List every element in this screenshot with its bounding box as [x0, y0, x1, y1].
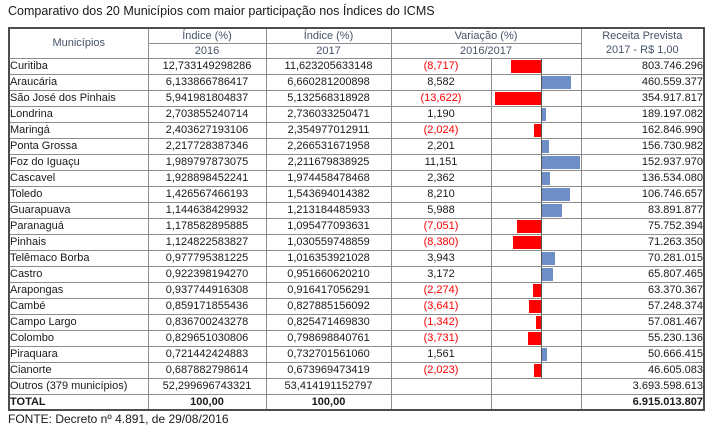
cell-variacao: 11,151 — [391, 154, 491, 170]
cell-municipio: Cianorte — [9, 362, 148, 378]
table-row — [9, 378, 704, 394]
variation-bar — [542, 172, 550, 185]
cell-variacao: (2,023) — [391, 362, 491, 378]
header-year-2017: 2017 — [266, 43, 391, 58]
header-receita-line2: 2017 - R$ 1,00 — [605, 44, 679, 57]
cell-indice-2016: 12,733149298286 — [148, 58, 266, 74]
variation-bar — [542, 140, 549, 153]
variation-bar-cell — [491, 202, 581, 218]
variation-bar — [495, 92, 541, 105]
cell-indice-2017: 6,660281200898 — [266, 74, 391, 90]
table-row — [9, 330, 704, 346]
table-row — [9, 218, 704, 234]
cell-indice-2016: 5,941981804837 — [148, 90, 266, 106]
cell-municipio: Foz do Iguaçu — [9, 154, 148, 170]
cell-indice-2017: 0,827885156092 — [266, 298, 391, 314]
header-year-2016: 2016 — [148, 43, 266, 58]
cell-municipio: Araucária — [9, 74, 148, 90]
variation-bar-cell — [491, 74, 581, 90]
table-row — [9, 90, 704, 106]
header-variacao-years: 2016/2017 — [391, 43, 581, 58]
table-row — [9, 250, 704, 266]
cell-indice-2017: 2,736033250471 — [266, 106, 391, 122]
header-indice-2016: Índice (%) — [148, 28, 266, 43]
cell-indice-2016: 1,144638429932 — [148, 202, 266, 218]
cell-indice-2016: 0,836700243278 — [148, 314, 266, 330]
cell-indice-2017: 1,974458478468 — [266, 170, 391, 186]
bar-axis — [541, 218, 542, 234]
table-row — [9, 314, 704, 330]
variation-bar-cell — [491, 90, 581, 106]
cell-indice-2017: 1,543694014382 — [266, 186, 391, 202]
variation-bar — [534, 124, 541, 137]
variation-bar-cell — [491, 250, 581, 266]
cell-variacao: (8,380) — [391, 234, 491, 250]
cell-indice-2017: 2,266531671958 — [266, 138, 391, 154]
cell-indice-2017: 0,825471469830 — [266, 314, 391, 330]
cell-municipio: São José dos Pinhais — [9, 90, 148, 106]
table-row — [9, 154, 704, 170]
variation-bar-cell — [491, 218, 581, 234]
table-row — [9, 74, 704, 90]
table-row — [9, 122, 704, 138]
cell-indice-2016: 1,178582895885 — [148, 218, 266, 234]
cell-receita: 65.807.465 — [581, 266, 704, 282]
cell-municipio: Maringá — [9, 122, 148, 138]
variation-bar-cell — [491, 170, 581, 186]
cell-indice-2016: 2,703855240714 — [148, 106, 266, 122]
cell-variacao: (3,731) — [391, 330, 491, 346]
cell-receita: 57.248.374 — [581, 298, 704, 314]
variation-bar — [517, 220, 541, 233]
table-row — [9, 186, 704, 202]
variation-bar — [529, 300, 541, 313]
cell-receita: 156.730.982 — [581, 138, 704, 154]
cell-municipio: Castro — [9, 266, 148, 282]
table-row — [9, 170, 704, 186]
variation-bar-cell — [491, 378, 581, 394]
cell-receita: 57.081.467 — [581, 314, 704, 330]
cell-indice-2017: 53,414191152797 — [266, 378, 391, 394]
cell-indice-2016: 0,721442424883 — [148, 346, 266, 362]
variation-bar — [528, 332, 541, 345]
cell-municipio: Paranaguá — [9, 218, 148, 234]
table-row — [9, 234, 704, 250]
cell-municipio: Cascavel — [9, 170, 148, 186]
cell-variacao: 1,561 — [391, 346, 491, 362]
variation-bar-cell — [491, 298, 581, 314]
cell-variacao: 3,172 — [391, 266, 491, 282]
cell-indice-2017: 0,951660620210 — [266, 266, 391, 282]
bar-axis — [541, 314, 542, 330]
cell-indice-2016: 1,124822583827 — [148, 234, 266, 250]
cell-indice-2016: 6,133866786417 — [148, 74, 266, 90]
header-row-1 — [9, 28, 704, 43]
cell-indice-2016: 0,859171855436 — [148, 298, 266, 314]
variation-bar — [542, 156, 580, 169]
cell-variacao: 2,362 — [391, 170, 491, 186]
cell-receita: 189.197.082 — [581, 106, 704, 122]
cell-receita: 162.846.990 — [581, 122, 704, 138]
cell-municipio: Campo Largo — [9, 314, 148, 330]
table-row — [9, 282, 704, 298]
cell-indice-2017: 0,732701561060 — [266, 346, 391, 362]
cell-receita: 70.281.015 — [581, 250, 704, 266]
total-row — [9, 394, 704, 410]
variation-bar — [542, 252, 555, 265]
cell-municipio: Londrina — [9, 106, 148, 122]
variation-bar — [542, 348, 547, 361]
bar-axis — [541, 90, 542, 106]
cell-indice-2017: 0,673969473419 — [266, 362, 391, 378]
table-row — [9, 298, 704, 314]
cell-indice-2017: 11,623205633148 — [266, 58, 391, 74]
cell-indice-2017: 1,095477093631 — [266, 218, 391, 234]
bar-axis — [541, 122, 542, 138]
cell-receita: 83.891.877 — [581, 202, 704, 218]
cell-variacao — [391, 394, 491, 410]
cell-variacao: (7,051) — [391, 218, 491, 234]
cell-variacao — [391, 378, 491, 394]
cell-indice-2016: 0,829651030806 — [148, 330, 266, 346]
header-receita — [581, 28, 704, 58]
cell-receita: 3.693.598.613 — [581, 378, 704, 394]
cell-indice-2017: 1,030559748859 — [266, 234, 391, 250]
cell-receita: 71.263.350 — [581, 234, 704, 250]
variation-bar-cell — [491, 186, 581, 202]
cell-municipio: Toledo — [9, 186, 148, 202]
cell-variacao: 2,201 — [391, 138, 491, 154]
cell-indice-2016: 0,937744916308 — [148, 282, 266, 298]
table-row — [9, 362, 704, 378]
cell-variacao: (13,622) — [391, 90, 491, 106]
bar-axis — [541, 58, 542, 74]
cell-indice-2016: 100,00 — [148, 394, 266, 410]
cell-indice-2017: 0,916417056291 — [266, 282, 391, 298]
variation-bar — [533, 284, 541, 297]
variation-bar-cell — [491, 106, 581, 122]
cell-variacao: 5,988 — [391, 202, 491, 218]
cell-municipio: Outros (379 municípios) — [9, 378, 148, 394]
cell-variacao: (1,342) — [391, 314, 491, 330]
variation-bar — [542, 188, 570, 201]
table-row — [9, 58, 704, 74]
variation-bar — [542, 268, 553, 281]
cell-indice-2016: 1,989797873075 — [148, 154, 266, 170]
variation-bar-cell — [491, 58, 581, 74]
icms-comparison-table — [8, 27, 705, 411]
cell-receita: 460.559.377 — [581, 74, 704, 90]
cell-municipio: Pinhais — [9, 234, 148, 250]
cell-variacao: 3,943 — [391, 250, 491, 266]
cell-receita: 63.370.367 — [581, 282, 704, 298]
table-row — [9, 138, 704, 154]
cell-indice-2016: 2,403627193106 — [148, 122, 266, 138]
cell-indice-2017: 1,016353921028 — [266, 250, 391, 266]
cell-indice-2017: 2,354977012911 — [266, 122, 391, 138]
cell-indice-2016: 52,299696743321 — [148, 378, 266, 394]
cell-municipio: Cambé — [9, 298, 148, 314]
header-indice-2017: Índice (%) — [266, 28, 391, 43]
table-row — [9, 346, 704, 362]
bar-axis — [541, 362, 542, 378]
variation-bar — [542, 204, 562, 217]
cell-indice-2016: 2,217728387346 — [148, 138, 266, 154]
cell-indice-2017: 2,211679838925 — [266, 154, 391, 170]
variation-bar — [542, 108, 546, 121]
variation-bar-cell — [491, 394, 581, 410]
variation-bar-cell — [491, 234, 581, 250]
cell-receita: 46.605.083 — [581, 362, 704, 378]
cell-receita: 50.666.415 — [581, 346, 704, 362]
variation-bar-cell — [491, 330, 581, 346]
table-row — [9, 106, 704, 122]
cell-municipio: Piraquara — [9, 346, 148, 362]
cell-municipio: Arapongas — [9, 282, 148, 298]
cell-receita: 106.746.657 — [581, 186, 704, 202]
variation-bar — [536, 316, 541, 329]
variation-bar-cell — [491, 346, 581, 362]
variation-bar — [534, 364, 541, 377]
cell-municipio: Telêmaco Borba — [9, 250, 148, 266]
source-note: FONTE: Decreto nº 4.891, de 29/08/2016 — [8, 412, 229, 426]
cell-variacao: (3,641) — [391, 298, 491, 314]
cell-receita: 152.937.970 — [581, 154, 704, 170]
bar-axis — [541, 234, 542, 250]
table-body — [9, 58, 704, 410]
table-header — [9, 28, 704, 58]
header-municipios: Municípios — [9, 28, 148, 58]
cell-municipio: TOTAL — [9, 394, 148, 410]
variation-bar-cell — [491, 266, 581, 282]
variation-bar-cell — [491, 282, 581, 298]
variation-bar — [511, 60, 541, 73]
cell-indice-2016: 0,687882798614 — [148, 362, 266, 378]
cell-municipio: Guarapuava — [9, 202, 148, 218]
cell-indice-2017: 100,00 — [266, 394, 391, 410]
cell-receita: 75.752.394 — [581, 218, 704, 234]
cell-indice-2017: 1,213184485933 — [266, 202, 391, 218]
bar-axis — [541, 330, 542, 346]
header-receita-line1: Receita Prevista — [602, 30, 683, 43]
cell-variacao: 8,210 — [391, 186, 491, 202]
variation-bar-cell — [491, 154, 581, 170]
cell-indice-2016: 0,922398194270 — [148, 266, 266, 282]
variation-bar — [542, 76, 571, 89]
variation-bar — [513, 236, 541, 249]
cell-indice-2017: 0,798698840761 — [266, 330, 391, 346]
cell-municipio: Ponta Grossa — [9, 138, 148, 154]
page-title: Comparativo dos 20 Municípios com maior participação nos Índices do ICMS — [8, 4, 435, 18]
bar-axis — [541, 298, 542, 314]
cell-municipio: Curitiba — [9, 58, 148, 74]
header-variacao: Variação (%) — [391, 28, 581, 43]
cell-indice-2016: 0,977795381225 — [148, 250, 266, 266]
variation-bar-cell — [491, 314, 581, 330]
cell-indice-2016: 1,426567466193 — [148, 186, 266, 202]
cell-indice-2017: 5,132568318928 — [266, 90, 391, 106]
cell-variacao: (8,717) — [391, 58, 491, 74]
variation-bar-cell — [491, 362, 581, 378]
cell-receita: 803.746.296 — [581, 58, 704, 74]
cell-variacao: (2,274) — [391, 282, 491, 298]
bar-axis — [541, 282, 542, 298]
cell-indice-2016: 1,928898452241 — [148, 170, 266, 186]
cell-receita: 6.915.013.807 — [581, 394, 704, 410]
variation-bar-cell — [491, 122, 581, 138]
variation-bar-cell — [491, 138, 581, 154]
cell-receita: 354.917.817 — [581, 90, 704, 106]
cell-variacao: 8,582 — [391, 74, 491, 90]
cell-municipio: Colombo — [9, 330, 148, 346]
cell-variacao: 1,190 — [391, 106, 491, 122]
table-row — [9, 202, 704, 218]
table-row — [9, 266, 704, 282]
cell-receita: 55.230.136 — [581, 330, 704, 346]
cell-receita: 136.534.080 — [581, 170, 704, 186]
cell-variacao: (2,024) — [391, 122, 491, 138]
